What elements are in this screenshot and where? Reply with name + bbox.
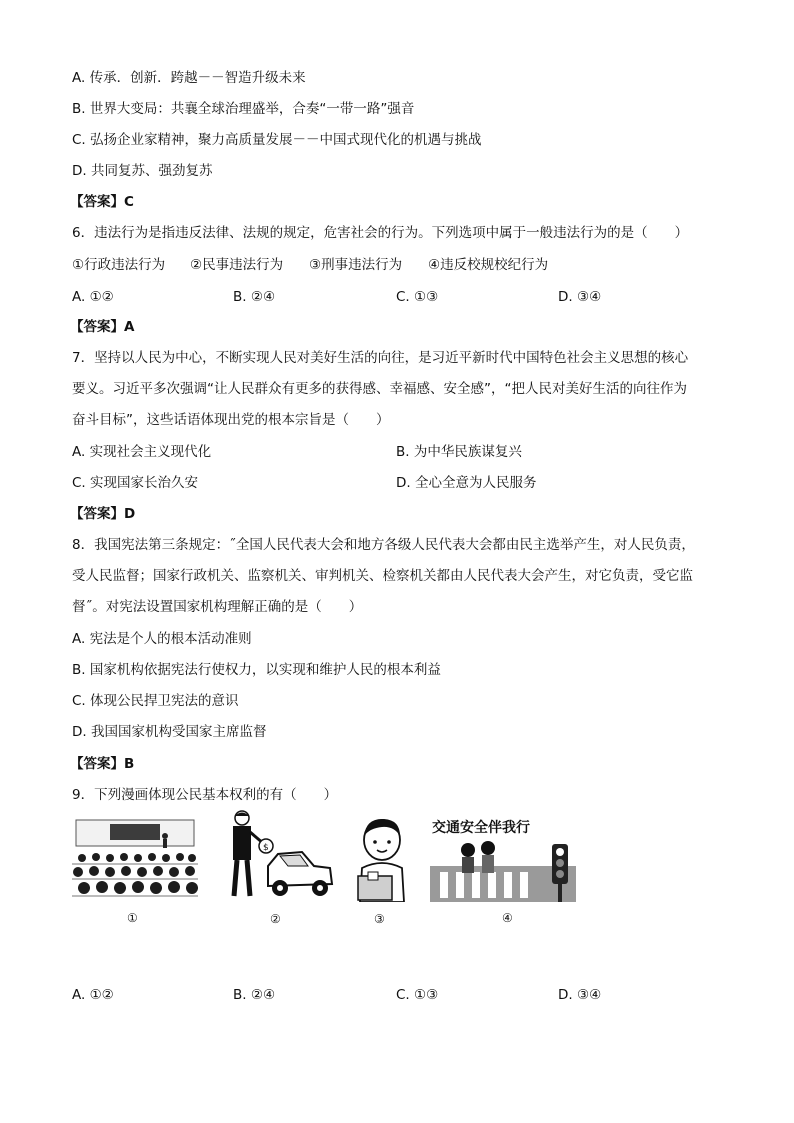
q7-option-b: B. 为中华民族谋复兴 xyxy=(396,444,522,460)
q9-option-c: C. ①③ xyxy=(396,987,439,1003)
caption-3: ③ xyxy=(374,912,385,926)
cartoon-classroom-image xyxy=(70,816,200,902)
q6-option-d: D. ③④ xyxy=(558,289,602,305)
q7-stem-line-1: 7．坚持以人民为中心，不断实现人民对美好生活的向往，是习近平新时代中国特色社会主义思想的核心 xyxy=(72,350,689,366)
q7-option-a: A. 实现社会主义现代化 xyxy=(72,444,212,460)
q7-stem-line-2: 要义。习近平多次强调“让人民群众有更多的获得感、幸福感、安全感”，“把人民对美好生活的向往作为 xyxy=(72,381,687,397)
q5-answer: 【答案】C xyxy=(70,194,134,210)
q7-option-c: C. 实现国家长治久安 xyxy=(72,475,199,491)
q6-option-b: B. ②④ xyxy=(233,289,276,305)
q5-option-c: C. 弘扬企业家精神，聚力高质量发展－－中国式现代化的机遇与挑战 xyxy=(72,132,482,148)
svg-text:$: $ xyxy=(263,843,269,853)
q6-stem: 6．违法行为是指违反法律、法规的规定，危害社会的行为。下列选项中属于一般违法行为的是（ ） xyxy=(72,225,689,241)
traffic-safety-slogan: 交通安全伴我行 xyxy=(432,820,530,836)
q9-stem: 9．下列漫画体现公民基本权利的有（ ） xyxy=(72,787,338,803)
q6-option-a: A. ①② xyxy=(72,289,114,305)
q9-option-b: B. ②④ xyxy=(233,987,276,1003)
caption-2: ② xyxy=(270,912,281,926)
q8-option-a: A. 宪法是个人的根本活动准则 xyxy=(72,631,252,647)
q5-option-a: A. 传承．创新．跨越－－智造升级未来 xyxy=(72,70,306,86)
cartoon-man-car-image xyxy=(222,808,338,904)
q9-option-a: A. ①② xyxy=(72,987,114,1003)
caption-4: ④ xyxy=(502,911,513,925)
cartoon-voter-image xyxy=(352,814,412,902)
q5-option-b: B. 世界大变局：共襄全球治理盛举，合奏“一带一路”强音 xyxy=(72,101,415,117)
q7-answer: 【答案】D xyxy=(70,506,136,522)
q6-item-4: ④违反校规校纪行为 xyxy=(428,257,549,273)
q8-stem-line-3: 督˝。对宪法设置国家机构理解正确的是（ ） xyxy=(72,599,363,615)
q9-option-d: D. ③④ xyxy=(558,987,602,1003)
q8-stem-line-2: 受人民监督；国家行政机关、监察机关、审判机关、检察机关都由人民代表大会产生，对它负责，受它监 xyxy=(72,568,693,584)
q6-answer: 【答案】A xyxy=(70,319,135,335)
q5-option-d: D. 共同复苏、强劲复苏 xyxy=(72,163,213,179)
cartoon-traffic-safety-image xyxy=(430,816,576,902)
q6-item-1: ①行政违法行为 xyxy=(72,257,166,273)
q7-option-d: D. 全心全意为人民服务 xyxy=(396,475,537,491)
caption-1: ① xyxy=(127,911,138,925)
q8-option-b: B. 国家机构依据宪法行使权力，以实现和维护人民的根本利益 xyxy=(72,662,441,678)
q8-option-d: D. 我国国家机构受国家主席监督 xyxy=(72,724,267,740)
q6-item-3: ③刑事违法行为 xyxy=(309,257,403,273)
q8-option-c: C. 体现公民捍卫宪法的意识 xyxy=(72,693,239,709)
q7-stem-line-3: 奋斗目标”，这些话语体现出党的根本宗旨是（ ） xyxy=(72,412,390,428)
q8-stem-line-1: 8．我国宪法第三条规定：˝全国人民代表大会和地方各级人民代表大会都由民主选举产生，对人民负责， xyxy=(72,537,695,553)
q8-answer: 【答案】B xyxy=(70,756,135,772)
q6-option-c: C. ①③ xyxy=(396,289,439,305)
q6-item-2: ②民事违法行为 xyxy=(190,257,284,273)
